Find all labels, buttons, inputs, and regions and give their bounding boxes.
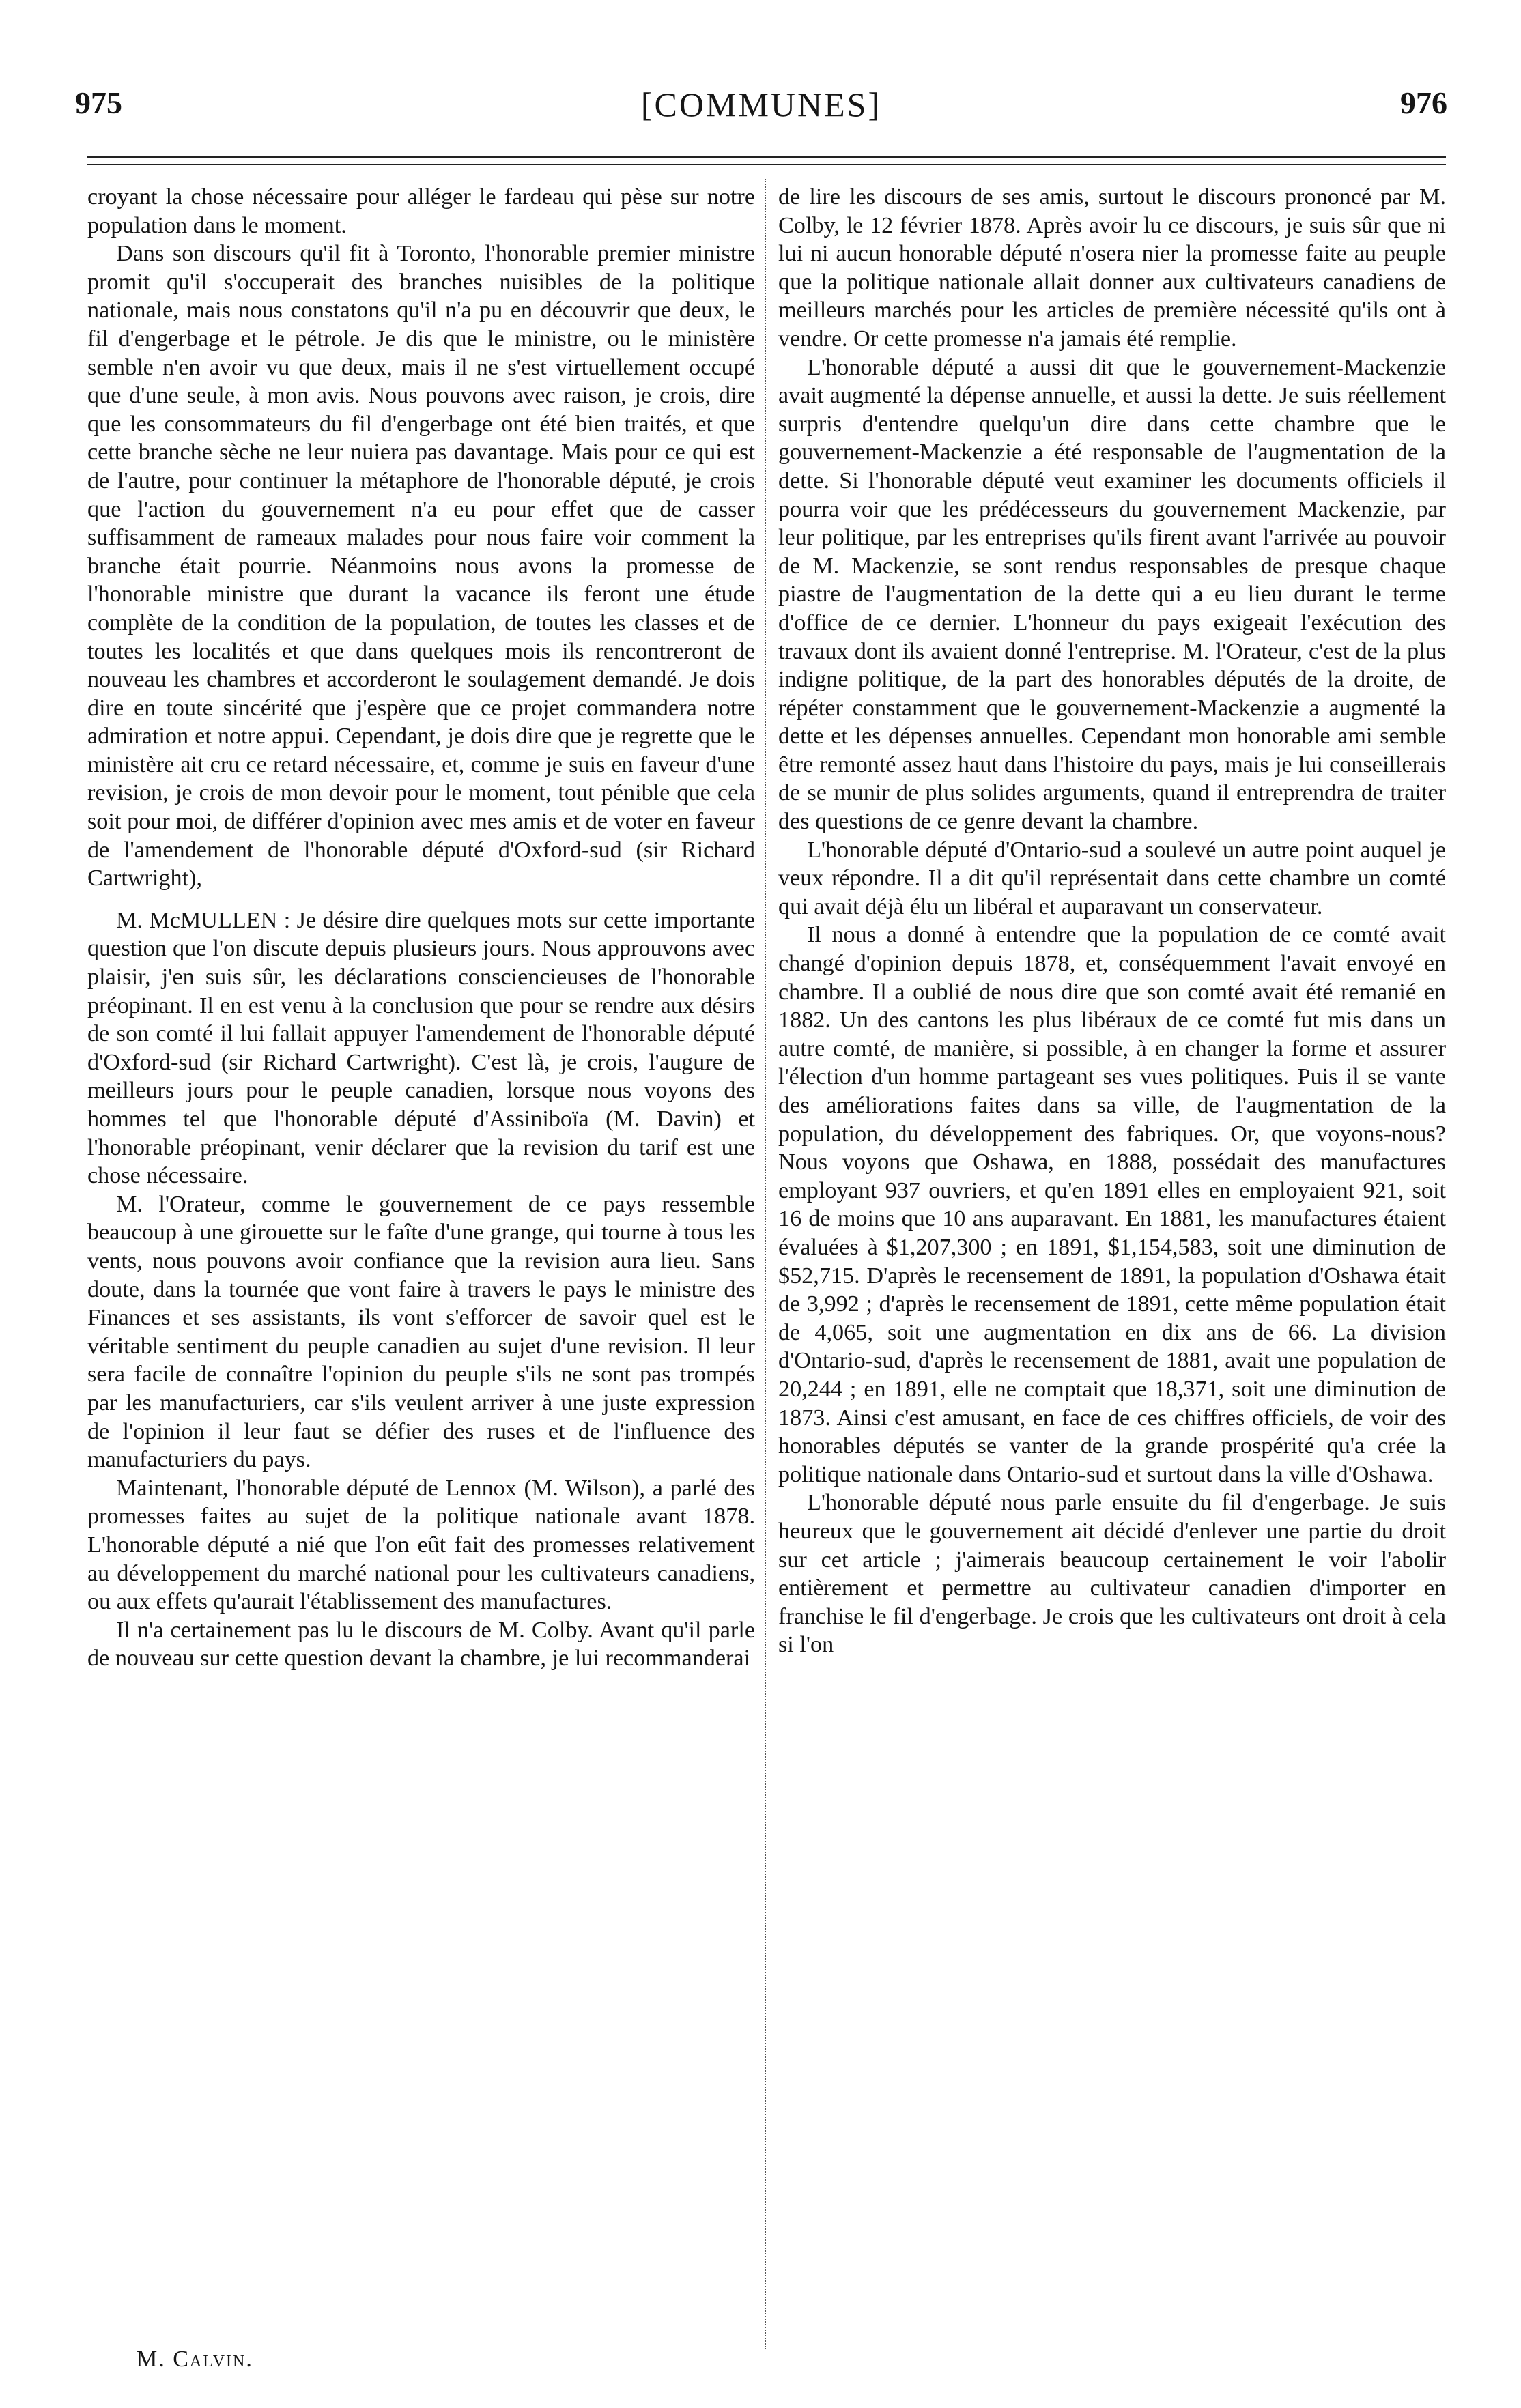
paragraph: croyant la chose nécessaire pour alléger le fardeau qui pèse sur notre population dans le moment. xyxy=(87,184,755,238)
running-head-title: [COMMUNES] xyxy=(640,85,882,124)
paragraph: Il n'a certainement pas lu le discours de M. Colby. Avant qu'il parle de nouveau sur cette question devant la chambre, je lui recommanderai xyxy=(87,1617,755,1672)
page-number-right: 976 xyxy=(1400,85,1447,120)
left-column xyxy=(87,183,755,1673)
speech-paragraph: M. McMULLEN : Je désire dire quelques mots sur cette importante question que l'on discute depuis plusieurs jours. Nous approuvons avec plaisir, j'en suis sûr, les déclarations consciencieuses de l'honorable préopinant. Il en est venu à la conclusion que pour se rendre aux désirs de son comté il lui fallait appuyer l'amendement de l'honorable député d'Oxford-sud (sir Richard Cartwright). C'est là, je crois, l'augure de meilleurs jours pour le peuple canadien, lorsque nous voyons des hommes tel que l'honorable député d'Assiniboïa (M. Davin) et l'honorable préopinant, venir déclarer que la revision du tarif est une chose nécessaire. xyxy=(87,907,755,1189)
paragraph: Dans son discours qu'il fit à Toronto, l'honorable premier ministre promit qu'il s'occuperait des branches nuisibles de la politique nationale, mais nous constatons qu'il n'a pu en découvrir que deux, le fil d'engerbage et le pétrole. Je dis que le ministre, ou le ministère semble n'en avoir vu que deux, mais il ne s'est virtuellement occupé que d'une seule, à mon avis. Nous pouvons avec raison, je crois, dire que les consommateurs du fil d'engerbage ont été bien traités, et que cette branche sèche ne leur nuiera pas davantage. Mais pour ce qui est de l'autre, pour continuer la métaphore de l'honorable député, je crois que l'action du gouvernement n'a eu pour effet que de casser suffisamment de rameaux malades pour nous faire voir comment la branche était pourrie. Néanmoins nous avons la promesse de l'honorable ministre que durant la vacance ils feront une étude complète de la condition de la population, de toutes les classes et de toutes les localités et que dans quelques mois ils rencontreront de nouveau les chambres et accorderont le soulagement demandé. Je dois dire en toute sincérité que j'espère que ce projet commandera notre admiration et notre appui. Cependant, je dois dire que je regrette que le ministère ait cru ce retard nécessaire, et, comme je suis en faveur d'une revision, je crois de mon devoir pour le moment, tout pénible que cela soit pour moi, de différer d'opinion avec mes amis et de voter en faveur de l'amendement de l'honorable député d'Oxford-sud (sir Richard Cartwright), xyxy=(87,241,755,891)
paragraph: L'honorable député nous parle ensuite du fil d'engerbage. Je suis heureux que le gouvernement ait décidé d'enlever une partie du droit sur cet article ; j'aimerais beaucoup certainement le voir l'abolir entièrement et permettre au cultivateur canadien d'importer en franchise le fil d'engerbage. Je crois que les cultivateurs ont droit à cela si l'on xyxy=(778,1490,1446,1658)
paragraph: L'honorable député a aussi dit que le gouvernement-Mackenzie avait augmenté la dépense annuelle, et aussi la dette. Je suis réellement surpris d'entendre quelqu'un dire dans cette chambre que le gouvernement-Mackenzie a été responsable de l'augmentation de la dette. Si l'honorable député veut examiner les documents officiels il pourra voir que les prédécesseurs du gouvernement Mackenzie, par leur politique, par les entreprises qu'ils firent avant l'arrivée au pouvoir de M. Mackenzie, se sont rendus responsables de presque chaque piastre de l'augmentation de la dette qui a eu lieu durant le terme d'office de ce dernier. L'honneur du pays exigeait l'exécution des travaux dont ils avaient donné l'entreprise. M. l'Orateur, c'est de la plus indigne politique, de la part des honorables députés de la droite, de répéter constamment que le gouvernement-Mackenzie a augmenté la dette et les dépenses annuelles. Cependant mon honorable ami semble être remonté assez haut dans l'histoire du pays, mais je lui conseillerais de se munir de plus solides arguments, quand il entreprendra de traiter des questions de ce genre devant la chambre. xyxy=(778,354,1446,835)
paragraph: M. l'Orateur, comme le gouvernement de ce pays ressemble beaucoup à une girouette sur le faîte d'une grange, qui tourne à tous les vents, nous pouvons avoir confiance que la revision aura lieu. Sans doute, dans la tournée que vont faire à travers le pays le ministre des Finances et ses assistants, ils vont s'efforcer de savoir quel est le véritable sentiment du peuple canadien au sujet d'une revision. Il leur sera facile de connaître l'opinion du peuple s'ils ne sont pas trompés par les manufacturiers, car s'ils veulent arriver à une juste expression de l'opinion il leur faut se défier des ruses et de l'influence des manufacturiers du pays. xyxy=(87,1191,755,1473)
header-rule-bottom xyxy=(87,164,1446,165)
paragraph: L'honorable député d'Ontario-sud a soulevé un autre point auquel je veux répondre. Il a dit qu'il représentait dans cette chambre un comté qui avait déjà élu un libéral et auparavant un conservateur. xyxy=(778,837,1446,919)
right-column xyxy=(778,183,1446,1659)
page-number-left: 975 xyxy=(75,85,122,120)
column-divider xyxy=(765,179,766,2349)
paragraph: Maintenant, l'honorable député de Lennox (M. Wilson), a parlé des promesses faites au sujet de la politique nationale avant 1878. L'honorable député a nié que l'on eût fait des promesses relativement au développement du marché national pour les cultivateurs canadiens, ou aux effets qu'aurait l'établissement des manufactures. xyxy=(87,1475,755,1615)
page-header xyxy=(75,85,1447,139)
footer-speaker-name: M. Calvin. xyxy=(137,2347,253,2372)
paragraph: Il nous a donné à entendre que la population de ce comté avait changé d'opinion depuis 1878, et, conséquemment l'avait envoyé en chambre. Il a oublié de nous dire que son comté avait été remanié en 1882. Un des cantons les plus libéraux de ce comté fut mis dans un autre comté, de manière, si possible, à en changer la forme et assurer l'élection d'un homme partageant ses vues politiques. Puis il se vante des améliorations faites dans sa ville, de l'augmentation de la population, du développement des fabriques. Or, que voyons-nous? Nous voyons que Oshawa, en 1888, possédait des manufactures employant 937 ouvriers, et qu'en 1891 elles en employaient 921, soit 16 de moins que 10 ans auparavant. En 1881, les manufactures étaient évaluées à $1,207,300 ; en 1891, $1,154,583, soit une diminution de $52,715. D'après le recensement de 1891, la population d'Oshawa était de 3,992 ; d'après le recensement de 1891, cette même population était de 4,065, soit une augmentation en dix ans de 66. La division d'Ontario-sud, d'après le recensement de 1881, avait une population de 20,244 ; en 1891, elle ne comptait que 18,371, soit une diminution de 1873. Ainsi c'est amusant, en face de ces chiffres officiels, de voir des honorables députés se vanter de la grande prospérité qu'a crée la politique nationale dans Ontario-sud et surtout dans la ville d'Oshawa. xyxy=(778,922,1446,1487)
header-rule-top xyxy=(87,156,1446,158)
paragraph: de lire les discours de ses amis, surtout le discours prononcé par M. Colby, le 12 février 1878. Après avoir lu ce discours, je suis sûr que ni lui ni aucun honorable député n'osera nier la promesse faite au peuple que la politique nationale allait donner aux cultivateurs canadiens de meilleurs marchés pour les articles de première nécessité qu'ils ont à vendre. Or cette promesse n'a jamais été remplie. xyxy=(778,184,1446,352)
